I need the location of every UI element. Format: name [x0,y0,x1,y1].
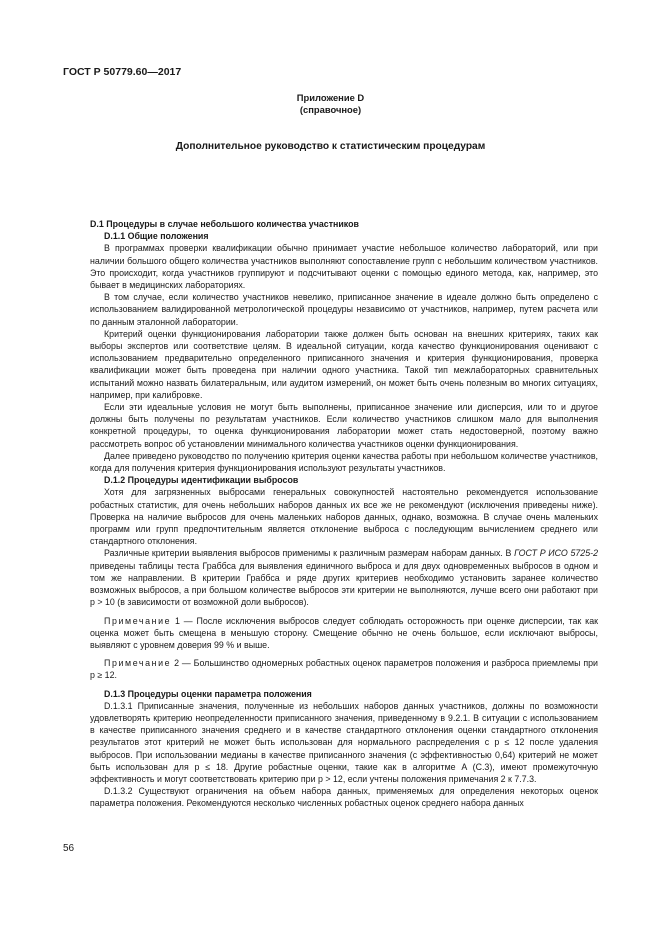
note-label: Примечание [104,615,172,626]
standard-reference: ГОСТ Р ИСО 5725-2 [514,548,598,559]
subsection-heading-d1-3: D.1.3 Процедуры оценки параметра положения [104,688,312,699]
paragraph: D.1.3.2 Существуют ограничения на объем набора данных, применяемых для определения некоторых оценок параметра положения. Рекомендуются несколько численных робастных оценок среднего набора данных [90,786,598,809]
paragraph: Далее приведено руководство по получению критерия оценки качества работы при небольшом количестве участников, когда для получения критерия функционирования используют результаты участников. [90,450,598,474]
appendix-subtitle: (справочное) [299,104,362,115]
paragraph-text: Различные критерии выявления выбросов применимы к различным размерам наборам данных. В [104,548,515,559]
paragraph: В программах проверки квалификации обычно принимает участие небольшое количество лабораторий, или при наличии большого общего количества участников выполняют сопоставление групп с небольшим количеством участников. Это происходит, когда участников группируют и подсчитывают оценки с помощью единого метода, как, например, это бывает в медицинских лабораториях. [90,243,598,291]
section-heading-d1: D.1 Процедуры в случае небольшого количества участников [90,219,359,229]
paragraph: Критерий оценки функционирования лаборатории также должен быть основан на внешних критериях, таких как выборы экспертов или соответствие целям. В идеальной ситуации, когда качество функционирования оценивают с использованием предварительно определенного приписанного значения и критерия функционирования, проверка квалификации может быть проведена при наличии одного участника. Такой тип межлабораторных сравнительных испытаний можно назвать билатеральным, или аудитом измерений, он может быть очень полезным во многих ситуациях, например, при калибровке. [90,328,598,400]
page-number: 56 [63,843,75,854]
paragraph-text: приведены таблицы теста Граббса для выявления единичного выброса и для двух одновременных выбросов в одном и том же направлении. В критерии Граббса и ряде других критериев необходимо установить заранее количество возможных выбросов, а при большом количестве выбросов эти критерии не выполняются, лучше всего они работают при p > 10 (в зависимости от возможной доли выбросов). [90,560,598,608]
paragraph: В том случае, если количество участников невелико, приписанное значение в идеале должно быть определено с использованием валидированной метрологической процедуры независимо от участников, например, путем расчета или по данным эталонной лаборатории. [90,292,598,327]
note-2 [90,657,598,681]
note-1 [90,615,598,652]
subsection-heading-d1-2: D.1.2 Процедуры идентификации выбросов [104,475,299,486]
body-text [90,218,598,810]
paragraph: Хотя для загрязненных выбросами генеральных совокупностей настоятельно рекомендуется использование робастных статистик, для очень небольших наборов данных их все же не рекомендуют (исключения приведены ниже). Проверка на наличие выбросов для очень маленьких наборов данных, однако, возможна. В случае очень маленьких программ или групп предпочтительным является отклонение выброса с последующим вычислением среднего или стандартного отклонения. [90,487,598,547]
paragraph [90,547,598,608]
note-label: Примечание [104,658,172,669]
appendix-title: Приложение D [296,92,365,103]
subsection-heading-d1-1: D.1.1 Общие положения [104,231,209,242]
note-text: 2 — Большинство одномерных робастных оценок параметров положения и разброса приемлемы при p ≥ 12. [90,658,598,681]
document-code: ГОСТ Р 50779.60—2017 [63,66,182,78]
paragraph: D.1.3.1 Приписанные значения, полученные из небольших наборов данных участников, должны по возможности удовлетворять критерию неопределенности приписанного значения, приведенному в 9.2.1. В ситуации с использованием в качестве приписанного значения среднего и в качестве стандартного отклонения оценки стандартного отклонения результатов этот критерий не может быть использован для нормального распределения с p ≤ 12 после удаления выбросов. При использовании медианы в качестве приписанного значения (с эффективностью 0,64) критерий не может быть использован для p ≤ 18. Другие робастные оценки, такие как в алгоритме A (С.3), имеют промежуточную эффективность и могут соответствовать критерию при p > 12, если учтены положения примечания 2 к 7.7.3. [90,700,598,784]
note-text: 1 — После исключения выбросов следует соблюдать осторожность при оценке дисперсии, так как оценка может быть смещена в меньшую сторону. Смещение обычно не очень большое, если исключают выбросы, выявляют с уровнем доверия 99 % и выше. [90,615,598,650]
document-title: Дополнительное руководство к статистическим процедурам [175,141,486,152]
paragraph: Если эти идеальные условия не могут быть выполнены, приписанное значение или дисперсия, или то и другое должны быть получены по результатам участников. Если количество участников слишком мало для выполнения конкретной процедуры, то оценка функционирования лаборатории может стать недостоверной, поэтому важно рассмотреть вопрос об установлении минимального количества участников оценки функционирования. [90,402,598,449]
